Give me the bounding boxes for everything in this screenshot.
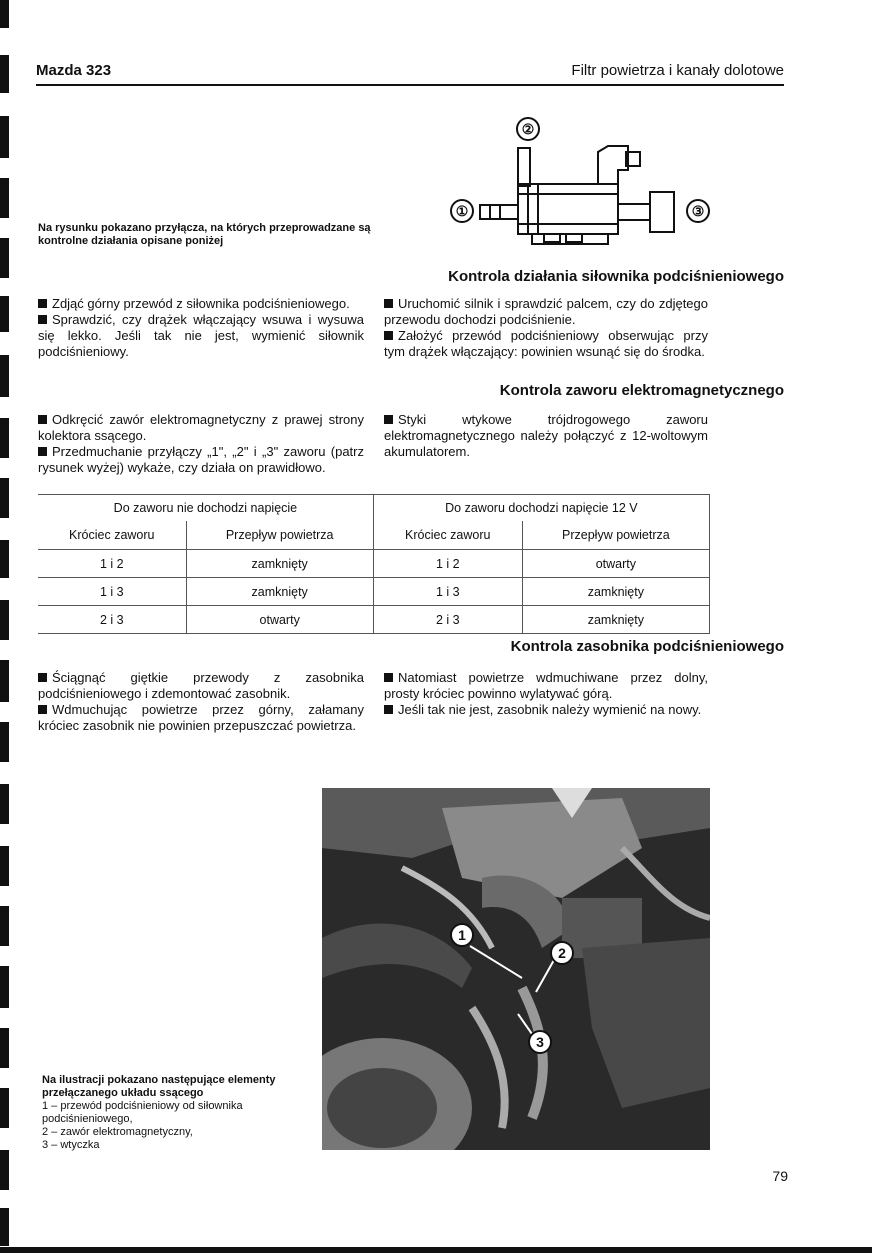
photo-caption-item: 1 – przewód podciśnieniowy od siłownika podciśnieniowego,: [42, 1100, 243, 1125]
table-cell: 2 i 3: [38, 606, 186, 634]
section1-right-item: Założyć przewód podciśnieniowy obserwując przy tym drążek włączający: powinien wsunąć się do środka.: [384, 328, 708, 359]
bullet-square-icon: [384, 415, 393, 424]
section3-title: Kontrola zasobnika podciśnieniowego: [510, 638, 784, 655]
table-cell: 1 i 2: [38, 550, 186, 578]
photo-caption-item: 3 – wtyczka: [42, 1139, 100, 1151]
bullet-square-icon: [384, 299, 393, 308]
bullet-square-icon: [38, 299, 47, 308]
table-cell: 2 i 3: [373, 606, 522, 634]
bullet-square-icon: [38, 705, 47, 714]
section1-left-column: [38, 296, 364, 360]
table-col-header: Króciec zaworu: [38, 521, 186, 550]
valve-diagram: [448, 112, 718, 252]
section1-right-column: [384, 296, 708, 360]
section1-left-item: Zdjąć górny przewód z siłownika podciśnieniowego.: [52, 296, 350, 311]
header-rule: [36, 84, 784, 86]
section3-left-item: Wdmuchując powietrze przez górny, załamany króciec zasobnik nie powinien przepuszczać powietrza.: [38, 702, 364, 733]
table-cell: zamknięty: [186, 578, 373, 606]
photo-caption-item: 2 – zawór elektromagnetyczny,: [42, 1126, 193, 1138]
photo-caption: [42, 1074, 302, 1152]
section3-right-item: Natomiast powietrze wdmuchiwane przez dolny, prosty króciec powinno wylatywać górą.: [384, 670, 708, 701]
table-col-header: Przepływ powietrza: [186, 521, 373, 550]
engine-bay-photo: [322, 788, 710, 1150]
section3-left-item: Ściągnąć giętkie przewody z zasobnika podciśnieniowego i zdemontować zasobnik.: [38, 670, 364, 701]
photo-marker-3: 3: [536, 1034, 544, 1050]
diagram-marker-3: ③: [691, 203, 705, 219]
section1-title: Kontrola działania siłownika podciśnieniowego: [448, 268, 784, 285]
table-cell: 1 i 3: [373, 578, 522, 606]
section1-right-item: Uruchomić silnik i sprawdzić palcem, czy do zdjętego przewodu dochodzi podciśnienie.: [384, 296, 708, 327]
section2-left-item: Odkręcić zawór elektromagnetyczny z prawej strony kolektora ssącego.: [38, 412, 364, 443]
bullet-square-icon: [38, 673, 47, 682]
photo-caption-title: Na ilustracji pokazano następujące elementy przełączanego układu ssącego: [42, 1074, 276, 1099]
section3-right-column: [384, 670, 708, 718]
bottom-edge-bar: [0, 1247, 872, 1253]
table-group-header-no-voltage: Do zaworu nie dochodzi napięcie: [38, 495, 373, 522]
bullet-square-icon: [38, 415, 47, 424]
diagram-marker-1: ①: [455, 203, 469, 219]
header-chapter-title: Filtr powietrza i kanały dolotowe: [571, 62, 784, 79]
photo-marker-1: 1: [458, 927, 466, 943]
bullet-square-icon: [38, 315, 47, 324]
table-cell: zamknięty: [522, 606, 709, 634]
table-group-header-12v: Do zaworu dochodzi napięcie 12 V: [373, 495, 709, 522]
section2-title: Kontrola zaworu elektromagnetycznego: [499, 382, 784, 399]
table-cell: otwarty: [186, 606, 373, 634]
section3-left-column: [38, 670, 364, 734]
section2-left-item: Przedmuchanie przyłączy „1", „2" i „3" zaworu (patrz rysunek wyżej) wykaże, czy działa on prawidłowo.: [38, 444, 364, 475]
section2-right-column: [384, 412, 708, 460]
table-row: [38, 550, 710, 578]
section1-left-item: Sprawdzić, czy drążek włączający wsuwa i wysuwa się lekko. Jeśli tak nie jest, wymienić siłownik podciśnieniowy.: [38, 312, 364, 359]
table-cell: 1 i 2: [373, 550, 522, 578]
section2-left-column: [38, 412, 364, 476]
table-cell: zamknięty: [522, 578, 709, 606]
table-col-header: Przepływ powietrza: [522, 521, 709, 550]
section2-right-item: Styki wtykowe trójdrogowego zaworu elektromagnetycznego należy połączyć z 12-woltowym akumulatorem.: [384, 412, 708, 459]
table-row: [38, 578, 710, 606]
diagram-marker-2: ②: [521, 121, 535, 137]
bullet-square-icon: [38, 447, 47, 456]
table-col-header: Króciec zaworu: [373, 521, 522, 550]
bullet-square-icon: [384, 331, 393, 340]
page-number: 79: [772, 1168, 788, 1184]
table-cell: zamknięty: [186, 550, 373, 578]
bullet-square-icon: [384, 673, 393, 682]
valve-test-table: [38, 494, 710, 634]
section3-right-item: Jeśli tak nie jest, zasobnik należy wymienić na nowy.: [398, 702, 702, 717]
header-book-title: Mazda 323: [36, 62, 112, 79]
table-cell: otwarty: [522, 550, 709, 578]
bullet-square-icon: [384, 705, 393, 714]
diagram-caption: Na rysunku pokazano przyłącza, na których przeprowadzane są kontrolne działania opisane poniżej: [38, 222, 371, 247]
table-cell: 1 i 3: [38, 578, 186, 606]
photo-marker-2: 2: [558, 945, 566, 961]
table-row: [38, 606, 710, 634]
